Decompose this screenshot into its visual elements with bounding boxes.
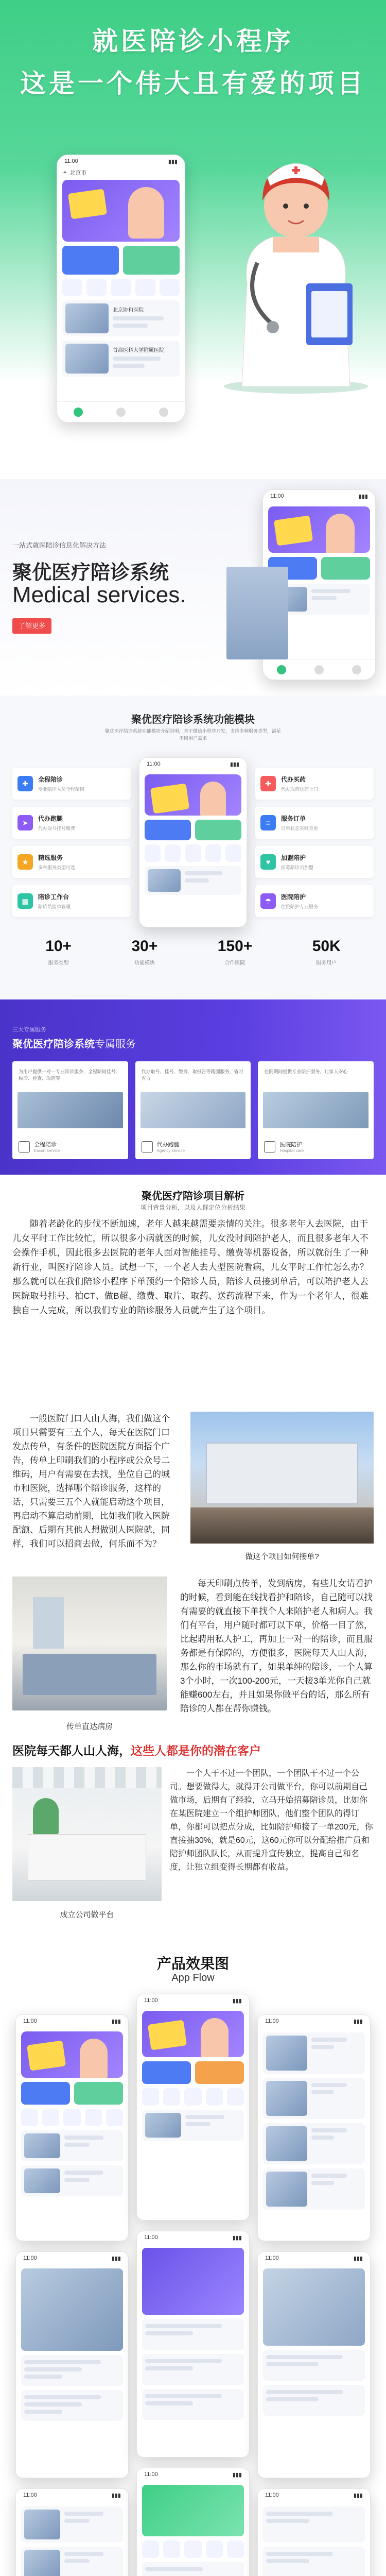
hospital-list-item[interactable] xyxy=(142,2110,244,2141)
module-name: 代办买药 xyxy=(281,776,306,783)
hospital-image xyxy=(148,869,181,892)
flow-phone-5 xyxy=(136,2231,250,2458)
hospital-list-item[interactable] xyxy=(263,2123,365,2164)
module-name: 加盟陪护 xyxy=(281,854,306,861)
phone-location-row xyxy=(57,168,185,177)
phone-icon-grid xyxy=(62,279,180,296)
service-card-green[interactable] xyxy=(123,246,180,275)
hospital-name: 北京协和医院 xyxy=(113,308,144,313)
analysis-section xyxy=(0,1175,386,1927)
phone-status-bar xyxy=(137,2231,249,2245)
service-card-image xyxy=(141,1092,246,1128)
flow-phone-3 xyxy=(15,2488,129,2576)
flow-phone-4 xyxy=(136,1994,250,2221)
phone-icon-grid xyxy=(142,2540,244,2558)
modules-phone-mockup xyxy=(139,757,247,927)
headline-black: 医院每天都人山人海， xyxy=(12,1744,131,1757)
grid-item[interactable] xyxy=(135,279,155,296)
phone-status-bar xyxy=(258,2489,370,2502)
phone-icon-grid xyxy=(21,2109,123,2126)
analysis-paragraph-3: 每天印刷点传单，发到病房，有些儿女请看护的时候，看到能在线找看护和陪诊，自己随可以找有需要的就直接下单找个人来陪护老人和病人。我们有平台，用户随时都可以下单，价格一目了然，比起聘用私人护工，再加上一对一的陪诊，而且服务都是有保障的，方便很多，医院每天人山人海，那么你的市场就有了，如果单纯的陪诊，一个人算3个小时，一次100-200元，一天接3单光你自己就能赚600左右，并且如果你做平台的话，那么所有陪诊的人都在帮你赚钱。 xyxy=(180,1579,373,1714)
phone-status-bar xyxy=(258,2015,370,2028)
module-name: 代办跑腿 xyxy=(38,815,63,822)
phone-time: 11:00 xyxy=(23,2255,37,2261)
form-row[interactable] xyxy=(142,2354,244,2385)
hospital-list-item[interactable] xyxy=(21,2165,123,2196)
service-card-green[interactable] xyxy=(321,557,370,580)
phone-time: 11:00 xyxy=(144,2471,158,2478)
form-row[interactable] xyxy=(142,2389,244,2420)
learn-more-button[interactable]: 了解更多 xyxy=(12,618,51,634)
errand-icon: ➤ xyxy=(17,815,33,831)
photo-caption-1: 做这个项目如何接单? xyxy=(245,1552,319,1561)
banner-badge xyxy=(150,783,189,814)
flow-title: 产品效果图 xyxy=(156,1956,229,1972)
service-card-en: Escort service xyxy=(34,1148,60,1153)
hospital-image xyxy=(65,303,109,333)
hospital-list-item[interactable] xyxy=(62,300,180,336)
photo-caption-2: 传单直达病房 xyxy=(66,1722,113,1731)
banner-badge xyxy=(68,189,107,219)
battery-icon: ▮▮▮ xyxy=(168,159,178,165)
hero-section xyxy=(0,0,386,479)
order-item[interactable] xyxy=(263,2506,365,2543)
phone-status-bar xyxy=(16,2015,128,2028)
escort-icon: ✚ xyxy=(17,776,33,791)
phone-status-bar xyxy=(16,2489,128,2502)
service-card-name: 全程陪诊 xyxy=(34,1142,57,1148)
flow-phone-8 xyxy=(257,2251,371,2478)
phone-banner xyxy=(142,2011,244,2057)
phone-icon-grid xyxy=(145,844,241,862)
intro-subtitle: 一站式就医陪诊信息化解决方法 xyxy=(12,541,107,549)
service-card-name: 代办跑腿 xyxy=(156,1142,180,1148)
phone-time: 11:00 xyxy=(64,158,78,164)
modules-section xyxy=(0,696,386,999)
menu-row[interactable] xyxy=(142,2562,244,2576)
battery-icon: ▮▮▮ xyxy=(111,2493,121,2499)
hospital-list-item[interactable] xyxy=(263,2168,365,2210)
grid-item[interactable] xyxy=(160,279,180,296)
battery-icon: ▮▮▮ xyxy=(353,2019,363,2025)
module-item[interactable] xyxy=(12,846,131,878)
phone-banner xyxy=(21,2031,123,2078)
phone-status-bar xyxy=(263,490,375,503)
phone-status-bar xyxy=(57,155,185,168)
grid-item[interactable] xyxy=(205,844,221,862)
module-desc: 订单状态实时查看 xyxy=(281,826,319,831)
grid-item[interactable] xyxy=(62,279,82,296)
stat-label: 功能模块 xyxy=(134,960,155,966)
grid-item[interactable] xyxy=(185,844,201,862)
hospital-ward-photo xyxy=(12,1577,167,1710)
service-card-desc: 住院期间提供专业陪护服务，让家人安心 xyxy=(264,1069,348,1074)
nurse-illustration xyxy=(211,129,381,397)
service-card[interactable] xyxy=(12,1061,128,1159)
grid-item[interactable] xyxy=(145,844,161,862)
phone-time: 11:00 xyxy=(147,761,161,767)
photo-caption-3: 成立公司做平台 xyxy=(60,1910,114,1919)
services-small-label: 三大专属服务 xyxy=(12,1027,46,1033)
medicine-icon: ✚ xyxy=(260,776,276,791)
phone-service-cards xyxy=(62,246,180,275)
analysis-paragraph-1: 随着老龄化的步伐不断加速，老年人越来越需要亲情的关注。很多老年人去医院，由于儿女平时工作比较忙，所以很多小病就医的时候，儿女没时间陪护老人，而且很多老年人不会操作手机，因此很多去医院的老年人面对智能挂号、缴费等机器设备，所以就衍生了一种新行业，叫医疗陪诊人员。试想一下，一个老人去大型医院看病，儿女平时工作忙怎么办？那么就可以在我们陪诊小程序下单预约一个陪诊人员，陪诊人员接到单后，可以陪护老人去医院取号挂号、拍CT、做B超、缴费、取片、取药、送药流程下来，作为一个老年人，很难独自一人完成，所以我们专业的陪诊服务人员就产生了这个项目。 xyxy=(12,1219,369,1315)
service-card-en: Hospital care xyxy=(279,1148,304,1153)
modules-right-column xyxy=(255,768,374,917)
flow-phone-1 xyxy=(15,2014,129,2241)
wallet-icon xyxy=(142,1141,153,1153)
profile-tab-icon[interactable] xyxy=(352,665,361,674)
service-card[interactable] xyxy=(258,1061,374,1159)
phone-status-bar xyxy=(139,758,247,771)
service-card-green[interactable] xyxy=(195,820,241,840)
battery-icon: ▮▮▮ xyxy=(358,494,368,500)
battery-icon: ▮▮▮ xyxy=(111,2256,121,2262)
flow-phone-9 xyxy=(257,2488,371,2576)
phone-time: 11:00 xyxy=(265,2492,279,2498)
location-pin-icon: ⌖ xyxy=(63,169,67,176)
module-desc: 代办取号挂号缴费 xyxy=(38,826,76,831)
detail-image xyxy=(263,2268,365,2346)
flow-phone-collage xyxy=(0,1994,386,2576)
module-desc: 招募陪诊员加盟 xyxy=(281,865,314,870)
service-card-name: 医院陪护 xyxy=(279,1142,303,1148)
phone-status-bar xyxy=(16,2252,128,2265)
order-item[interactable] xyxy=(21,2547,123,2576)
order-tab-icon[interactable] xyxy=(314,665,324,674)
stat-value: 10+ xyxy=(45,938,72,955)
phone-banner xyxy=(268,506,370,553)
module-desc: 多种服务类型可选 xyxy=(38,865,76,870)
flow-subtitle: App Flow xyxy=(171,1972,215,1984)
hospital-list-item[interactable] xyxy=(263,2032,365,2074)
phone-time: 11:00 xyxy=(144,1997,158,2004)
order-icon: ≡ xyxy=(260,815,276,831)
stat-item xyxy=(312,938,341,966)
headline-red: 这些人都是你的潜在客户 xyxy=(131,1744,261,1757)
phone-status-bar xyxy=(258,2252,370,2265)
service-card-desc: 代办取号、挂号、缴费、取报告等跑腿服务，省时省力 xyxy=(141,1069,243,1081)
battery-icon: ▮▮▮ xyxy=(353,2493,363,2499)
phone-time: 11:00 xyxy=(23,2492,37,2498)
modules-desc: 聚优医疗陪诊系统功能模块介绍说明，基于微信小程序开发，支持多种服务类型，满足不同用户需求 xyxy=(104,728,281,741)
services-section xyxy=(0,999,386,1175)
banner-nurse-image xyxy=(200,782,226,816)
stat-item xyxy=(45,938,72,966)
analysis-title: 聚优医疗陪诊项目解析 xyxy=(142,1191,244,1202)
modules-title: 聚优医疗陪诊系统功能模块 xyxy=(131,714,255,725)
battery-icon: ▮▮▮ xyxy=(111,2019,121,2025)
flow-phone-2 xyxy=(15,2251,129,2478)
order-tab-icon[interactable] xyxy=(116,408,126,417)
service-card-blue[interactable] xyxy=(21,2082,70,2105)
battery-icon: ▮▮▮ xyxy=(232,2472,242,2478)
phone-icon-grid xyxy=(142,2088,244,2106)
grid-item[interactable] xyxy=(165,844,181,862)
phone-time: 11:00 xyxy=(265,2255,279,2261)
stat-item xyxy=(218,938,253,966)
service-card-blue[interactable] xyxy=(142,2061,191,2084)
calendar-icon xyxy=(19,1141,30,1153)
battery-icon: ▮▮▮ xyxy=(353,2256,363,2262)
grid-item[interactable] xyxy=(111,279,131,296)
office-photo xyxy=(12,1767,162,1901)
service-card-orange[interactable] xyxy=(195,2061,244,2084)
phone-time: 11:00 xyxy=(270,493,284,499)
detail-item[interactable] xyxy=(21,2355,123,2386)
profile-header xyxy=(142,2485,244,2536)
service-card-en: Agency service xyxy=(156,1148,185,1153)
phone-service-cards xyxy=(142,2061,244,2084)
detail-item[interactable] xyxy=(263,2385,365,2416)
stats-row xyxy=(0,938,386,966)
flow-phone-7 xyxy=(257,2014,371,2241)
services-title-main: 聚优医疗陪诊系统 xyxy=(12,1039,95,1050)
module-name: 陪诊工作台 xyxy=(38,893,69,901)
analysis-paragraph-4: 一个人干不过一个团队，一个团队干不过一个公司。想要做得大，就得开公司做平台，你可以前期自己做市场，后期有了经验，立马开始招募陪诊员，比如你在某医院建立一个组护师团队，他们整个团队的得订单，你都可以把点分成，比如陪护师接了一单200元，你直接抽30%，就是60元，这60元你可以分配给推广员和陪护师团队队长，从而提升宣传独立，提高自己和名度，让独立组变得长期都有收益。 xyxy=(170,1769,373,1872)
stat-value: 30+ xyxy=(131,938,158,955)
hospital-detail-image xyxy=(21,2268,123,2351)
service-header xyxy=(142,2248,244,2315)
join-icon: ♥ xyxy=(260,854,276,870)
phone-status-bar xyxy=(137,2468,249,2482)
battery-icon: ▮▮▮ xyxy=(230,761,239,768)
intro-title-en: Medical services. xyxy=(12,582,186,607)
hospital-list-item[interactable] xyxy=(62,341,180,377)
stat-value: 50K xyxy=(312,938,341,955)
phone-time: 11:00 xyxy=(23,2018,37,2024)
module-item[interactable] xyxy=(12,885,131,917)
battery-icon: ▮▮▮ xyxy=(232,1998,242,2004)
order-item[interactable] xyxy=(21,2506,123,2543)
flow-phone-6 xyxy=(136,2468,250,2576)
phone-tab-bar xyxy=(263,659,375,680)
phone-status-bar xyxy=(137,1994,249,2008)
analysis-headline xyxy=(12,1741,374,1758)
service-card-green[interactable] xyxy=(74,2082,123,2105)
star-icon: ★ xyxy=(17,854,33,870)
phone-banner xyxy=(145,774,241,816)
phone-time: 11:00 xyxy=(265,2018,279,2024)
banner-nurse-image xyxy=(128,187,164,239)
hero-title-line2: 这是一个伟大且有爱的项目 xyxy=(20,69,366,98)
banner-nurse-image xyxy=(326,514,355,553)
hospital-building-image xyxy=(226,567,288,659)
service-card-blue[interactable] xyxy=(62,246,119,275)
grid-item[interactable] xyxy=(225,844,241,862)
module-item[interactable] xyxy=(12,768,131,800)
service-card-blue[interactable] xyxy=(145,820,191,840)
intro-section xyxy=(0,479,386,696)
services-title-rest: 专属服务 xyxy=(95,1039,136,1050)
detail-item[interactable] xyxy=(21,2390,123,2421)
hospital-list-item[interactable] xyxy=(145,866,241,895)
app-flow-section xyxy=(0,1927,386,2576)
home-tab-icon[interactable] xyxy=(74,408,83,417)
module-name: 医院陪护 xyxy=(281,893,306,901)
hospital-crowd-photo xyxy=(190,1412,374,1544)
phone-banner xyxy=(62,180,180,242)
order-item[interactable] xyxy=(263,2547,365,2576)
profile-tab-icon[interactable] xyxy=(159,408,168,417)
module-name: 服务订单 xyxy=(281,815,306,822)
stat-item xyxy=(131,938,157,966)
bed-icon xyxy=(264,1141,275,1153)
service-card-image xyxy=(263,1092,369,1128)
stat-label: 服务用户 xyxy=(316,960,337,966)
detail-item[interactable] xyxy=(263,2350,365,2381)
stat-label: 服务类型 xyxy=(48,960,69,966)
hospital-list-item[interactable] xyxy=(21,2130,123,2161)
module-item[interactable] xyxy=(255,768,374,800)
phone-service-cards xyxy=(21,2082,123,2105)
module-item[interactable] xyxy=(255,807,374,839)
module-name: 精选服务 xyxy=(38,854,63,861)
hero-title-line1: 就医陪诊小程序 xyxy=(92,27,294,56)
services-cards xyxy=(12,1061,374,1159)
hospital-image xyxy=(65,344,109,374)
workbench-icon: ▦ xyxy=(17,893,33,909)
banner-badge xyxy=(274,515,313,546)
module-item[interactable] xyxy=(12,807,131,839)
services-title xyxy=(12,1036,136,1050)
grid-item[interactable] xyxy=(86,279,107,296)
module-desc: 住院陪护专业服务 xyxy=(281,904,319,909)
home-tab-icon[interactable] xyxy=(277,665,286,674)
module-name: 全程陪诊 xyxy=(38,776,63,783)
stat-value: 150+ xyxy=(217,938,253,955)
service-card[interactable] xyxy=(135,1061,251,1159)
stat-label: 合作医院 xyxy=(224,960,245,966)
form-row[interactable] xyxy=(142,2319,244,2350)
hero-phone-mockup xyxy=(57,155,185,422)
service-card-image xyxy=(17,1092,123,1128)
hospital-name: 首都医科大学附属医院 xyxy=(113,348,164,353)
module-item[interactable] xyxy=(255,846,374,878)
phone-tab-bar xyxy=(57,401,185,422)
phone-service-cards xyxy=(145,820,241,840)
module-desc: 陪诊员接单管理 xyxy=(38,904,71,909)
module-desc: 专业陪诊人员全程陪同 xyxy=(38,787,85,792)
module-item[interactable] xyxy=(255,885,374,917)
modules-left-column xyxy=(12,768,131,917)
service-card-desc: 为用户提供一对一专业陪诊服务，全程陪同挂号、候诊、检查、取药等 xyxy=(19,1069,121,1081)
care-icon: ☂ xyxy=(260,893,276,909)
phone-time: 11:00 xyxy=(144,2234,158,2241)
phone-location: 北京市 xyxy=(69,170,87,176)
intro-title: 聚优医疗陪诊系统 xyxy=(12,562,169,584)
module-desc: 代办取药送药上门 xyxy=(281,787,319,792)
battery-icon: ▮▮▮ xyxy=(232,2235,242,2241)
analysis-subtitle: 项目背景分析，以及人群定位分析结果 xyxy=(140,1204,245,1211)
hospital-list-item[interactable] xyxy=(263,2078,365,2119)
analysis-paragraph-2: 一般医院门口人山人海，我们做这个项目只需要有三五个人，每天在医院门口发点传单，有条件的医院医院方面搭个广告，传单上印刷我们的小程序或公众号二维码，用户有需要在去找，坐位自己的城市和医院，选择哪个陪诊服务，这样的话，只需要三五个人就能启动这个项目，再启动不算启动前期，比如我们收入医院配额、后期有其他人想做别人医院就，同样，我们可以招商去做，何乐而不为？ xyxy=(12,1414,170,1549)
